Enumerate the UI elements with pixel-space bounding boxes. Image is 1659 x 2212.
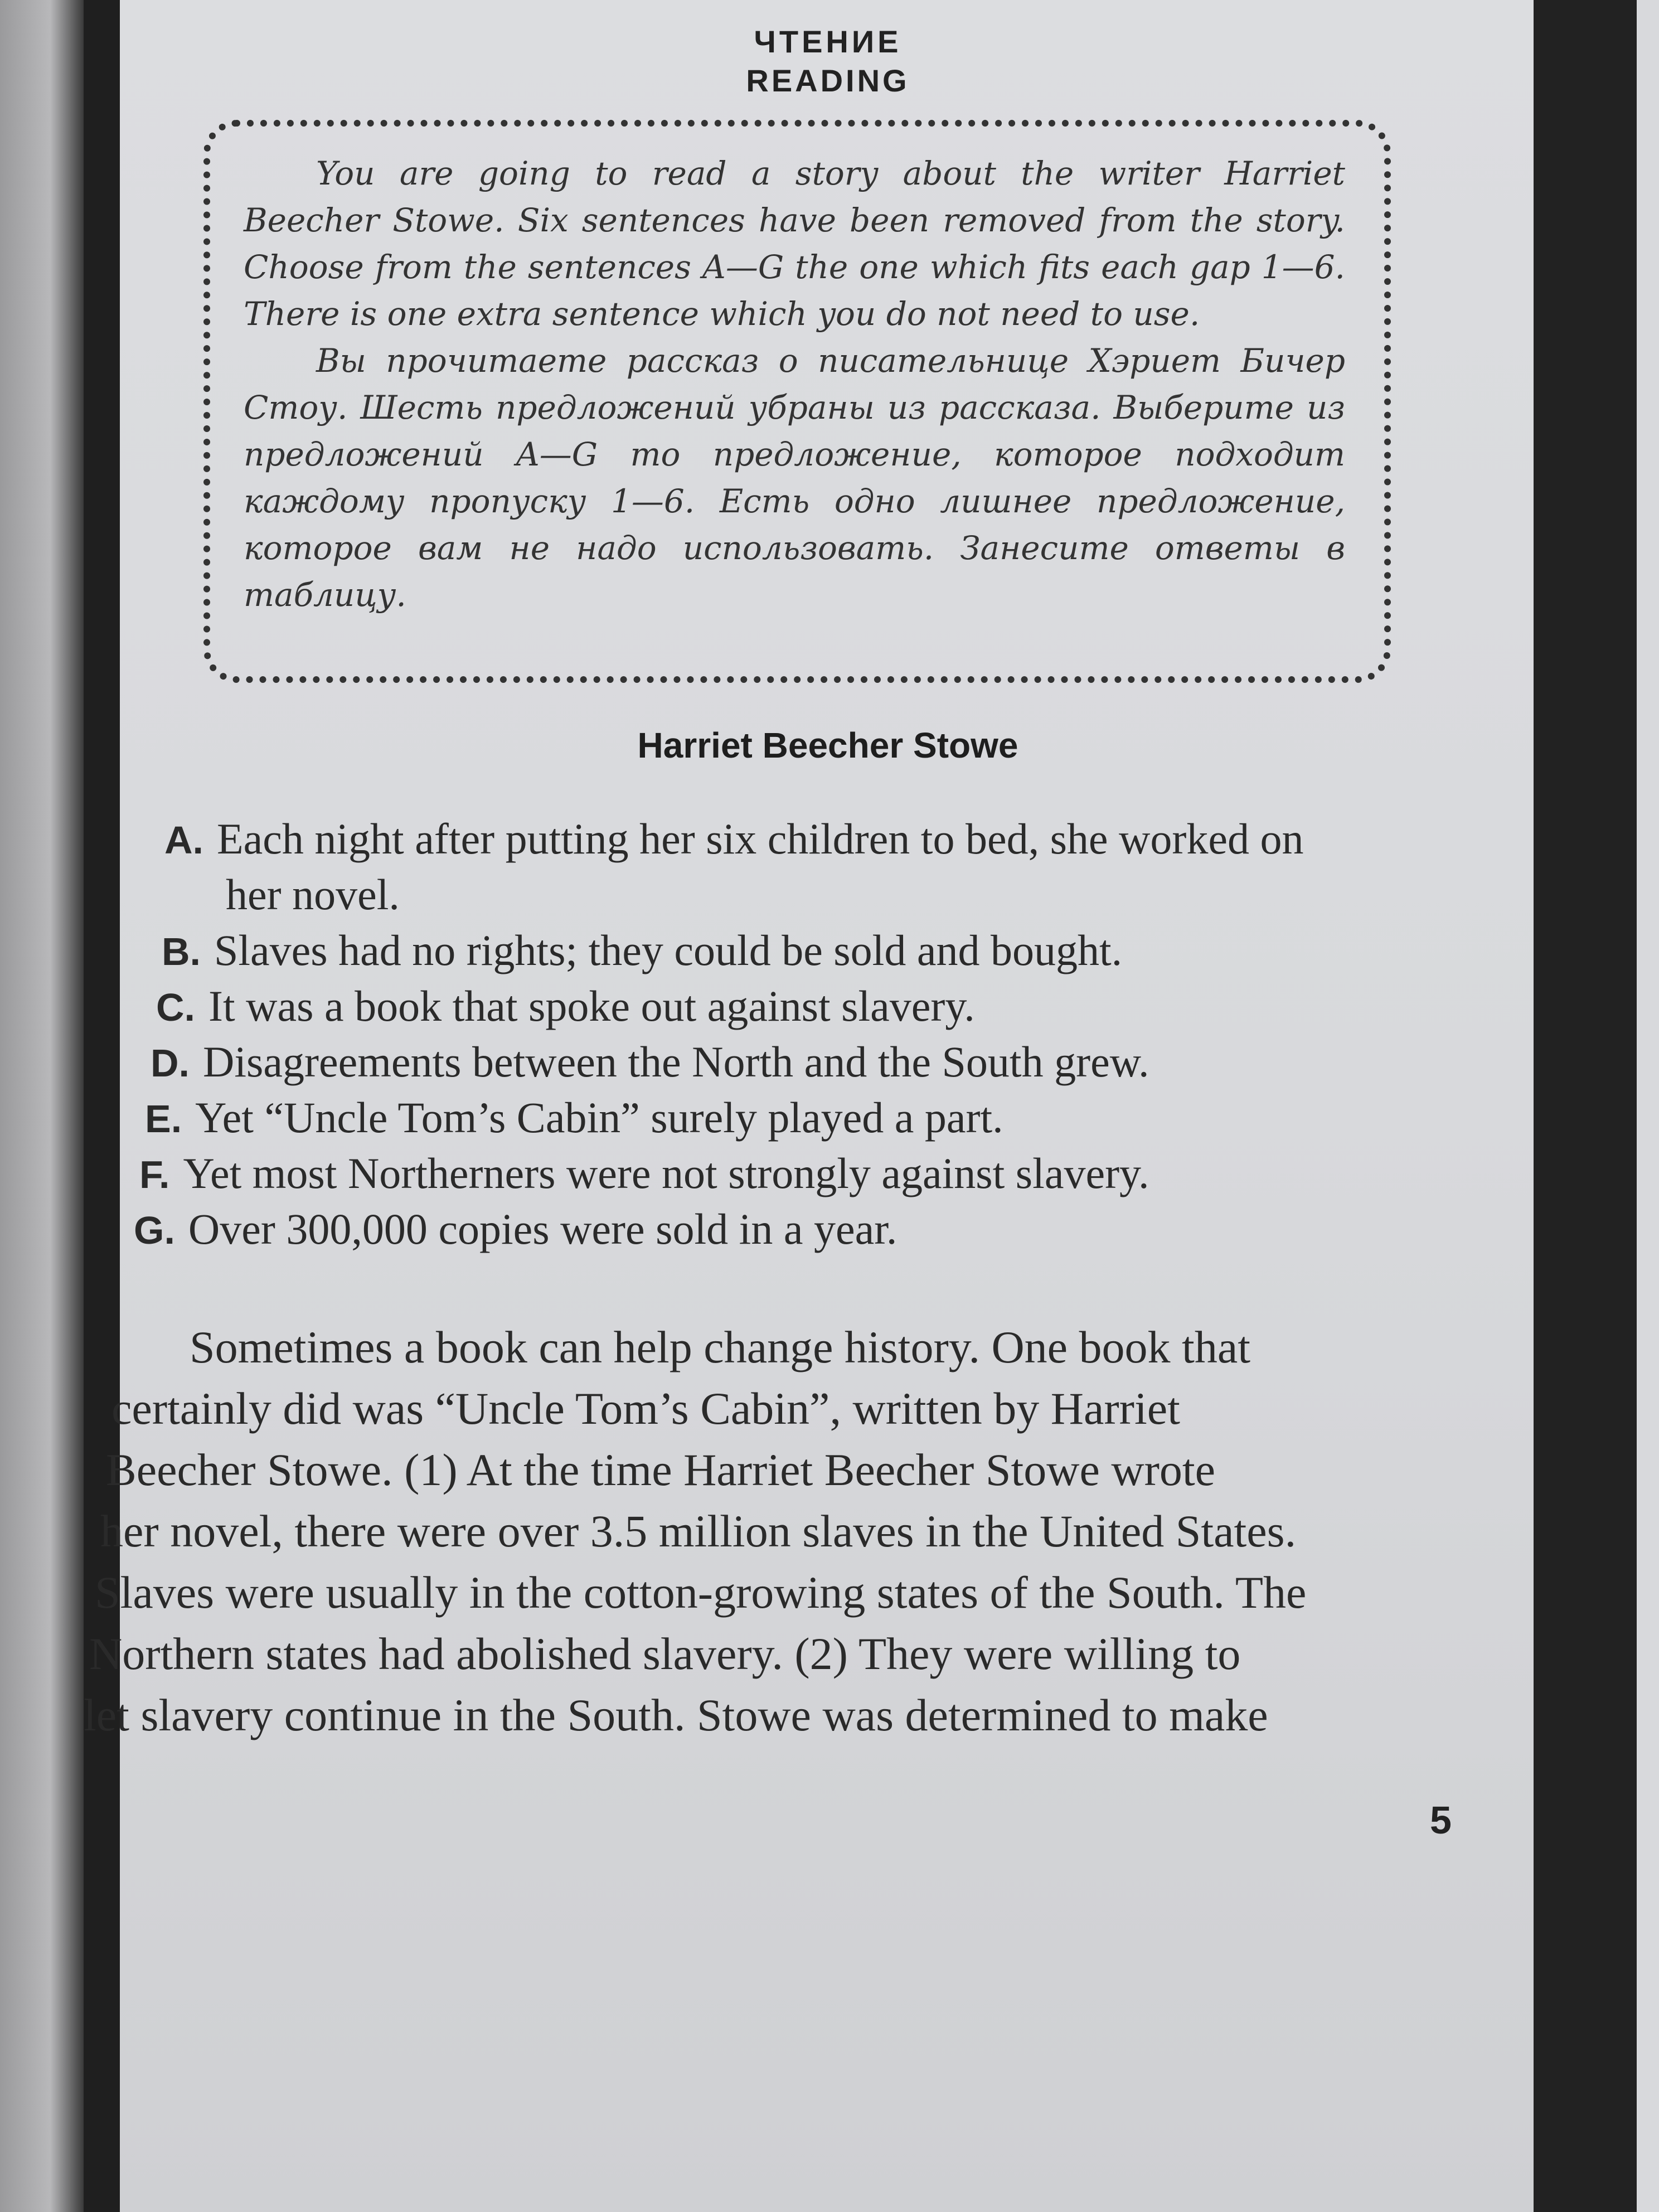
option-letter: F. — [139, 1153, 170, 1196]
story-line-1: Sometimes a book can help change history. One book that — [190, 1322, 1251, 1372]
option-text: Yet most Northerners were not strongly against slavery. — [183, 1149, 1149, 1197]
instructions-box — [203, 120, 1391, 683]
option-text: Over 300,000 copies were sold in a year. — [188, 1205, 898, 1253]
section-title-en: READING — [746, 63, 910, 98]
option-letter: E. — [145, 1097, 182, 1141]
option-letter: B. — [162, 930, 201, 973]
instructions-ru: Вы прочитаете рассказ о писательнице Хэриет Бичер Стоу. Шесть предложений убраны из рассказа. Выберите из предложений A—G то предложение, которое подходит каждому пропуску 1—6. Есть одно лишнее предложение, которое вам не надо использовать. Занесите ответы в таблицу. — [244, 342, 1345, 614]
story-line-3: Beecher Stowe. (1) At the time Harriet Beecher Stowe wrote — [106, 1444, 1216, 1495]
section-title-ru: ЧТЕНИЕ — [754, 24, 902, 59]
story-line-7: let slavery continue in the South. Stowe was determined to make — [84, 1690, 1268, 1740]
desk-background — [0, 0, 84, 2212]
option-letter: C. — [156, 986, 195, 1029]
option-letter: G. — [134, 1209, 175, 1252]
option-f — [139, 1148, 1149, 1199]
option-a — [164, 814, 1303, 864]
option-text: Yet “Uncle Tom’s Cabin” surely played a part. — [195, 1093, 1003, 1142]
option-e — [145, 1093, 1003, 1143]
story-line-2: certainly did was “Uncle Tom’s Cabin”, written by Harriet — [111, 1383, 1180, 1434]
option-c — [156, 981, 975, 1031]
story-title: Harriet Beecher Stowe — [637, 725, 1018, 765]
option-text: Slaves had no rights; they could be sold and bought. — [214, 926, 1123, 974]
book-page — [84, 0, 1536, 2212]
option-d — [151, 1037, 1149, 1087]
option-text: Each night after putting her six children to bed, she worked on — [217, 814, 1304, 863]
option-g — [134, 1204, 897, 1254]
story-line-4: her novel, there were over 3.5 million slaves in the United States. — [100, 1506, 1297, 1556]
option-text: Disagreements between the North and the South grew. — [203, 1037, 1149, 1086]
option-letter: A. — [164, 818, 203, 862]
option-a-continuation: her novel. — [226, 870, 400, 919]
option-text: It was a book that spoke out against slavery. — [208, 982, 975, 1030]
option-b — [162, 925, 1122, 976]
instructions-en: You are going to read a story about the writer Harriet Beecher Stowe. Six sentences have been removed from the story. Choose from the sentences A—G the one which fits each gap 1—6. There is one extra sentence which you do not need to use. — [244, 154, 1345, 333]
option-letter: D. — [151, 1041, 190, 1085]
page-number: 5 — [1430, 1798, 1452, 1842]
story-line-6: Northern states had abolished slavery. (2) They were willing to — [89, 1628, 1241, 1679]
next-page-edge — [1637, 0, 1659, 2212]
story-line-5: Slaves were usually in the cotton-growing states of the South. The — [95, 1567, 1307, 1618]
